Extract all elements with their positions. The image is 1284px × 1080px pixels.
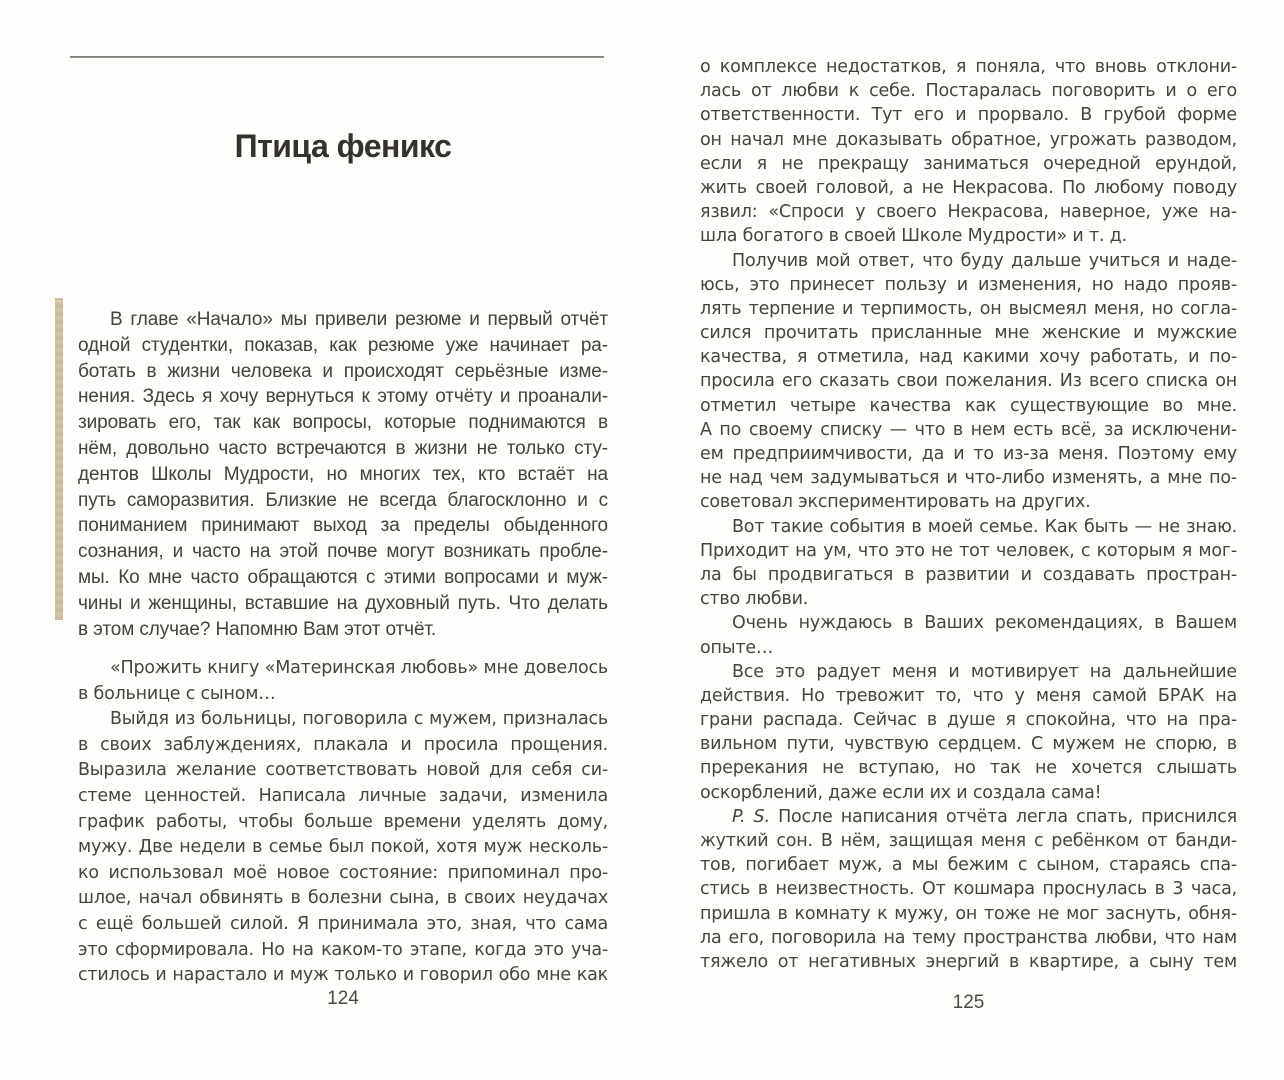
- text-line: нём, довольно часто встречаются в жизни не только сту-: [78, 437, 608, 459]
- text-line: Получив мой ответ, что буду дальше учиться и наде-: [732, 250, 1237, 271]
- text-line: пониманием принимают выход за пределы обыденного: [78, 515, 608, 537]
- text-line: вильном пути, чувствую сердцем. С мужем не спорю, в: [700, 734, 1237, 755]
- paragraph: [700, 805, 1237, 974]
- text-line: пререкания не вступаю, но так не хочется слышать: [700, 758, 1237, 779]
- text-line: Выразила желание соответствовать новой для себя си-: [78, 760, 608, 781]
- page-number-right: 125: [952, 992, 985, 1013]
- left-page-report-text: [78, 656, 608, 989]
- page-number-left: 124: [327, 988, 359, 1009]
- text-line: «Прожить книгу «Материнская любовь» мне довелось: [110, 658, 608, 678]
- text-line: Приходит на ум, что это не тот человек, с которым я мог-: [700, 540, 1237, 561]
- text-line: действия. Но тревожит то, что у меня самой БРАК на: [700, 685, 1237, 706]
- text-line: стилось и нарастало и муж только и говорил обо мне как: [78, 965, 608, 986]
- text-line: язвил: «Спроси у своего Некрасова, наверное, уже на-: [700, 202, 1237, 223]
- text-line: одной студентки, показав, как резюме уже начинает ра-: [78, 334, 608, 356]
- text-line: Вот такие события в моей семье. Как быть — не знаю.: [732, 516, 1237, 537]
- paragraph: [700, 249, 1237, 515]
- text-line: мужу. Две недели в семье был покой, хотя муж несколь-: [78, 837, 608, 858]
- text-line: ем предприимчивости, да и то из-за меня. Поэтому ему: [700, 444, 1237, 464]
- text-line: нения. Здесь я хочу вернуться к этому отчёту и проанали-: [78, 386, 608, 408]
- text-line: зировать его, так как вопросы, которые поднимаются в: [78, 412, 608, 434]
- text-line: тов, погибает муж, а мы бежим с сыном, стараясь спа-: [700, 855, 1237, 876]
- text-line: чины и женщины, вставшие на духовный путь. Что делать: [78, 592, 608, 614]
- text-line: В главе «Начало» мы привели резюме и первый отчёт: [110, 309, 608, 330]
- text-line: просила его сказать свои пожелания. Из всего списка он: [700, 371, 1237, 392]
- text-line: грани распада. Сейчас в душе я спокойна, что на пра-: [700, 710, 1237, 731]
- text-line: пришла в комнату к мужу, он тоже не мог заснуть, обня-: [700, 903, 1237, 924]
- text-line: в больнице с сыном…: [78, 683, 276, 704]
- text-line: путь саморазвития. Близкие не всегда благосклонно и с: [78, 489, 608, 511]
- text-line: стеме ценностей. Написала личные задачи, изменила: [78, 785, 608, 806]
- text-line: качества, я отметила, над какими хочу работать, и по-: [700, 347, 1237, 368]
- paragraph: [700, 55, 1237, 249]
- text-line: тяжело от негативных энергий в квартире, а сыну тем: [700, 951, 1237, 972]
- text-line: ла его, поговорила на тему пространства любви, что нам: [700, 927, 1237, 948]
- text-line: стись в неизвестность. От кошмара проснулась в 3 часа,: [700, 879, 1237, 900]
- left-page-intro-text: [78, 307, 608, 642]
- text-line: лять терпение и терпимость, он высмеял меня, но согла-: [700, 298, 1237, 319]
- text-line: он начал мне доказывать обратное, угрожать разводом,: [700, 129, 1237, 150]
- text-line: в своих заблуждениях, плакала и просила прощения.: [78, 734, 608, 755]
- scan-edge-artifact: [55, 298, 63, 620]
- text-line: советовал экспериментировать на других.: [700, 492, 1091, 513]
- text-line: Все это радует меня и мотивирует на дальнейшие: [732, 661, 1237, 682]
- text-line: шла богатого в своей Школе Мудрости» и т. д.: [700, 226, 1127, 247]
- text-line: жить своей головой, а не Некрасова. По любому поводу: [700, 177, 1237, 198]
- paragraph: [700, 660, 1237, 805]
- text-line: юсь, это принесет пользу и изменения, но надо прояв-: [700, 274, 1237, 295]
- text-line: ответственности. Тут его и прорвало. В грубой форме: [700, 105, 1237, 126]
- text-line: лась от любви к себе. Постаралась поговорить и о его: [700, 81, 1237, 102]
- text-line: А по своему списку — что в нем есть всё, за исключени-: [700, 419, 1237, 440]
- text-line: не над чем задумываться и что-либо изменять, а мне по-: [700, 468, 1237, 489]
- text-line: опыте…: [700, 637, 774, 658]
- text-line: ботать в жизни человека и происходят серьёзные изме-: [78, 360, 608, 382]
- text-line: график работы, чтобы больше времени уделять дому,: [78, 811, 608, 832]
- paragraph: [78, 656, 608, 707]
- chapter-header-rule: [70, 56, 604, 58]
- text-line: если я не прекращу заниматься очередной ерундой,: [700, 153, 1237, 174]
- text-line: ла бы продвигаться в развитии и создавать простран-: [700, 564, 1237, 585]
- text-line: с ещё большей силой. Я принимала это, зная, что сама: [78, 913, 608, 934]
- text-line: P. S. После написания отчёта легла спать, приснился: [732, 806, 1237, 827]
- chapter-title: Птица феникс: [234, 128, 452, 164]
- text-line: сился прочитать присланные мне женские и мужские: [700, 323, 1237, 344]
- text-line: дентов Школы Мудрости, но многих тех, кто встаёт на: [78, 463, 608, 485]
- text-line: Очень нуждаюсь в Ваших рекомендациях, в Вашем: [732, 613, 1237, 634]
- text-line: шлое, начал обвинять в болезни сына, в своих неудачах: [78, 888, 608, 909]
- paragraph: [700, 515, 1237, 612]
- paragraph: [700, 611, 1237, 659]
- text-line: отметил четыре качества как существующие во мне.: [700, 395, 1237, 416]
- text-line: мы. Ко мне часто обращаются с этими вопросами и муж-: [78, 566, 608, 588]
- paragraph: [78, 707, 608, 989]
- text-line: оскорблений, даже если их и создала сама!: [700, 782, 1102, 803]
- text-line: в этом случае? Напомню Вам этот отчёт.: [78, 618, 437, 640]
- text-line: жуткий сон. В нём, защищая меня с ребёнком от банди-: [700, 831, 1237, 851]
- text-line: это сформировала. Но на каком-то этапе, когда это уча-: [78, 939, 608, 960]
- paragraph: [78, 307, 608, 642]
- text-line: Выйдя из больницы, поговорила с мужем, призналась: [110, 709, 608, 730]
- text-line: ство любви.: [700, 589, 809, 610]
- right-page-text: [700, 55, 1237, 974]
- text-line: ко использовал моё новое состояние: припоминал про-: [78, 862, 608, 883]
- text-line: о комплексе недостатков, я поняла, что вновь отклони-: [700, 57, 1237, 77]
- text-line: сознания, и часто на этой почве могут возникать пробле-: [78, 541, 608, 563]
